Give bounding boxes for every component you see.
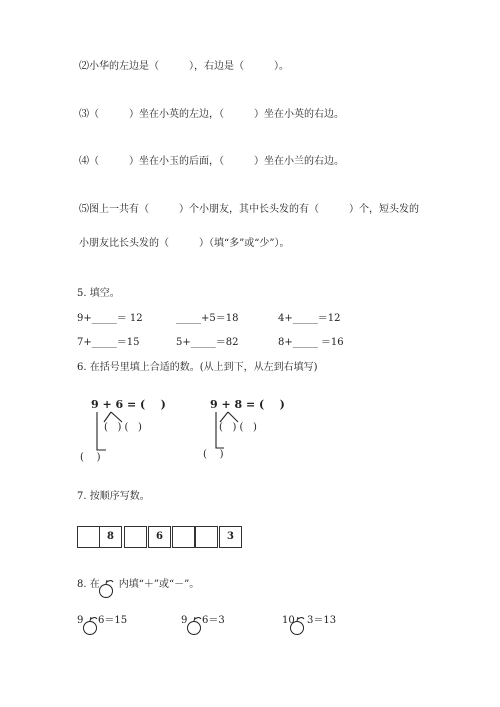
q8-title: 8. 在 内填“＋”或“－”。 [77, 579, 200, 590]
number-cell[interactable]: 3 [219, 526, 242, 548]
q5-r1-c3: 4+_____＝12 [278, 313, 341, 324]
q8-eq3-right: 3＝13 [307, 615, 337, 626]
apple-icon [188, 617, 202, 635]
q5-r2-c2: 5+_____＝82 [176, 337, 239, 348]
q8-eq1-left: 9 [77, 615, 84, 626]
q8-eq2-left: 9 [181, 615, 188, 626]
q5-r1-c1: 9+_____＝ 12 [77, 313, 143, 324]
q8-eq1-right: 6＝15 [98, 615, 128, 626]
q7-title: 7. 按顺序写数。 [77, 491, 150, 502]
q6-right-paren-pair: ( ) ( ) [219, 422, 257, 433]
q5-title: 5. 填空。 [77, 288, 120, 299]
q4-item2: ⑵小华的左边是（ ），右边是（ ）。 [79, 61, 289, 72]
q5-r2-c1: 7+_____＝15 [77, 337, 140, 348]
apple-icon [291, 617, 305, 635]
q8-eq3-left: 10 [282, 615, 295, 626]
q6-left-paren-single: ( ) [80, 452, 101, 463]
q6-right-paren-single: ( ) [203, 449, 224, 460]
q4-item4: ⑷（ ）坐在小玉的后面，（ ）坐在小兰的右边。 [79, 156, 344, 167]
q5-r1-c2: _____+5＝18 [176, 313, 239, 324]
q4-item5-line1: ⑸图上一共有（ ）个小朋友，其中长头发的有（ ）个，短头发的 [79, 204, 419, 215]
q6-title: 6. 在括号里填上合适的数。(从上到下，从左到右填写) [77, 362, 318, 373]
number-cell[interactable]: 6 [148, 526, 171, 548]
q8-eq2-right: 6＝3 [202, 615, 225, 626]
q4-item5-line2: 小朋友比长头发的（ ）（填“多”或“少”）。 [79, 238, 290, 249]
q4-item3: ⑶（ ）坐在小英的左边，（ ）坐在小英的右边。 [79, 109, 344, 120]
q5-r2-c3: 8+_____ ＝16 [278, 337, 344, 348]
q6-right-equation: 9 + 8 = ( ) [210, 398, 285, 411]
q6-left-paren-pair: ( ) ( ) [104, 422, 142, 433]
q6-left-equation: 9 + 6 = ( ) [91, 398, 166, 411]
apple-icon [84, 617, 98, 635]
apple-icon [100, 580, 114, 598]
number-cell[interactable]: 8 [99, 526, 122, 548]
